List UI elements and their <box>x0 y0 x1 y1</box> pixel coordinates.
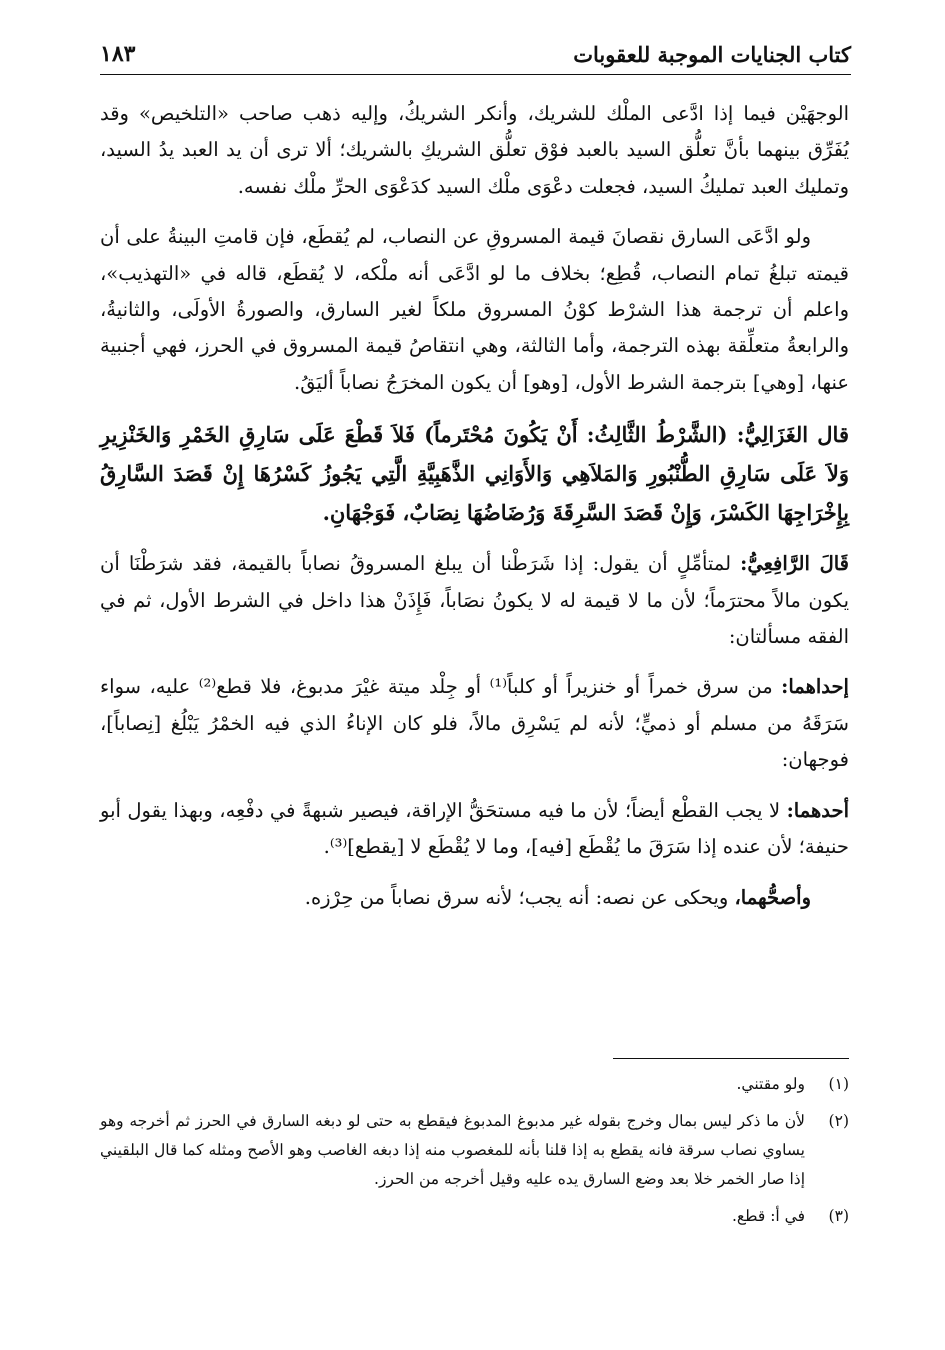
paragraph-correct-view <box>100 880 849 916</box>
paragraph-first-view <box>100 793 849 866</box>
footnote <box>100 1202 849 1231</box>
paragraph-2: ولو ادَّعَى السارق نقصانَ قيمة المسروقِ عن النصاب، لم يُقطَع، فإن قامتِ البينةُ على أن قيمته تبلغُ تمام النصاب، قُطِع؛ بخلاف ما لو ادَّعَى أنه ملْكه، لا يُقطَع، قاله في «التهذيب»، واعلم أن ترجمة هذا الشرْط كوْنُ المسروق ملكاً لغير السارق، والصورةُ الأولَى، والثانيةُ، والرابعةُ متعلِّقة بهذه الترجمة، وأما الثالثة، وهي انتقاصُ قيمة المسروق في الحرز، فهي أجنبية عنها، [وهي] بترجمة الشرط الأول، [وهو] أن يكون المخرَجُ نصاباً أليَقُ. <box>100 225 849 394</box>
first-issue-text: من سرق خمراً أو خنزيراً أو كلباً⁽¹⁾ أو جِلْد ميتة غيْرَ مدبوغ، فلا قطع⁽²⁾ عليه، سواء سَرَقَهُ من مسلم أو ذميٍّ؛ لأنه لم يَسْرِق مالاً، فلو كان الإناءُ الذي فيه الخمْرُ يَبْلُغ [نِصاباً]، فوجهان: <box>100 675 849 772</box>
footnote-text: لأن ما ذكر ليس بمال وخرج بقوله غير مدبوغ المدبوغ فيقطع به حتى لو دبغه السارق في الحرز ثم أخرجه وهو يساوي نصاب سرقة فانه يقطع به إذا قلنا بأنه للمغصوب منه إذا دبغه الغاصب وهو الأصح ومثله كما قال البلقيني إذا صار الخمر خلا بعد وضع السارق يده عليه وقيل أخرجه من الحرز. <box>100 1112 805 1188</box>
paragraph-rafii <box>100 546 849 655</box>
first-view-text: لا يجب القطْع أيضاً؛ لأن ما فيه مستحَقُّ الإراقة، فيصير شبهةً في دفْعِه، وبهذا يقول أبو حنيفة؛ لأن عنده إذا سَرَقَ ما يُقْطَع [فيه]، وما لا يُقْطَع لا [يقطع]⁽³⁾. <box>100 798 849 859</box>
ghazali-text: (الشَّرْطُ الثَّالِثُ: أَنْ يَكُونَ مُحْتَرماً) فَلاَ قَطْعَ عَلَى سَارِقِ الخَمْرِ وَالخَنْزِيرِ وَلاَ عَلَى سَارِقِ الطُّنْبُورِ وَالمَلاَهِي وَالأَوَانِي الذَّهَبِيَّةِ الَّتِي يَجُوزُ كَسْرُهَا إِنْ قَصَدَ السَّارِقُ بِإِخْرَاجِهَا الكَسْرَ، وَإِنْ قَصَدَ السَّرِقَةَ وَرُضَاضُهَا نِصَابٌ، فَوَجْهَانِ. <box>100 422 849 526</box>
first-view-label: أحدهما: <box>786 798 849 822</box>
running-title: كتاب الجنايات الموجبة للعقوبات <box>573 41 851 67</box>
footnote-number: (٢) <box>828 1112 849 1130</box>
paragraph-1: الوجهَيْن فيما إذا ادَّعى الملْك للشريك، وأنكر الشريكُ، وإليه ذهب صاحب «التلخيص» وقد يُفَرِّق بينهما بأنَّ تعلُّق السيد بالعبد فوْق تعلُّق الشريكِ بالشريك؛ ألا ترى أن يد العبد يدُ السيد، وتمليك العبد تمليكُ السيد، فجعلت دعْوَى ملْك السيد كدَعْوَى الحرِّ ملْك نفسه. <box>100 102 849 198</box>
footnote-number: (١) <box>828 1075 849 1093</box>
page-header <box>100 34 851 75</box>
footnote-text: ولو مقتني. <box>736 1075 805 1093</box>
rafii-label: قَالَ الرَّافِعِيُّ: <box>740 552 849 576</box>
ghazali-label: قال الغَزَالِيُّ: <box>736 422 849 448</box>
footnote-number: (٣) <box>828 1207 849 1225</box>
paragraph-first-issue <box>100 669 849 778</box>
correct-view-label: وأصحُّهما، <box>734 885 811 909</box>
rafii-text: لمتأمِّلٍ أن يقول: إذا شَرَطْنا أن يبلغ المسروقُ نصاباً بالقيمة، فقد شرَطْنَا أن يكون مالاً محترَماً؛ لأن ما لا قيمة له لا يكونُ نصَاباً، فَإِذَنْ هذا داخل في الشرط الأول، ثم في الفقه مسألتان: <box>100 552 849 649</box>
footnote <box>100 1070 849 1099</box>
footnote-divider <box>613 1058 849 1059</box>
correct-view-text: ويحكى عن نصه: أنه يجب؛ لأنه سرق نصاباً من حِرْزه. <box>304 885 729 909</box>
page-number: ١٨٣ <box>100 41 136 67</box>
paragraph-ghazali <box>100 415 849 532</box>
footnotes <box>100 1070 849 1239</box>
main-text <box>100 96 849 930</box>
footnote-text: في أ: قطع. <box>731 1207 805 1225</box>
footnote <box>100 1107 849 1194</box>
first-issue-label: إحداهما: <box>781 675 849 699</box>
